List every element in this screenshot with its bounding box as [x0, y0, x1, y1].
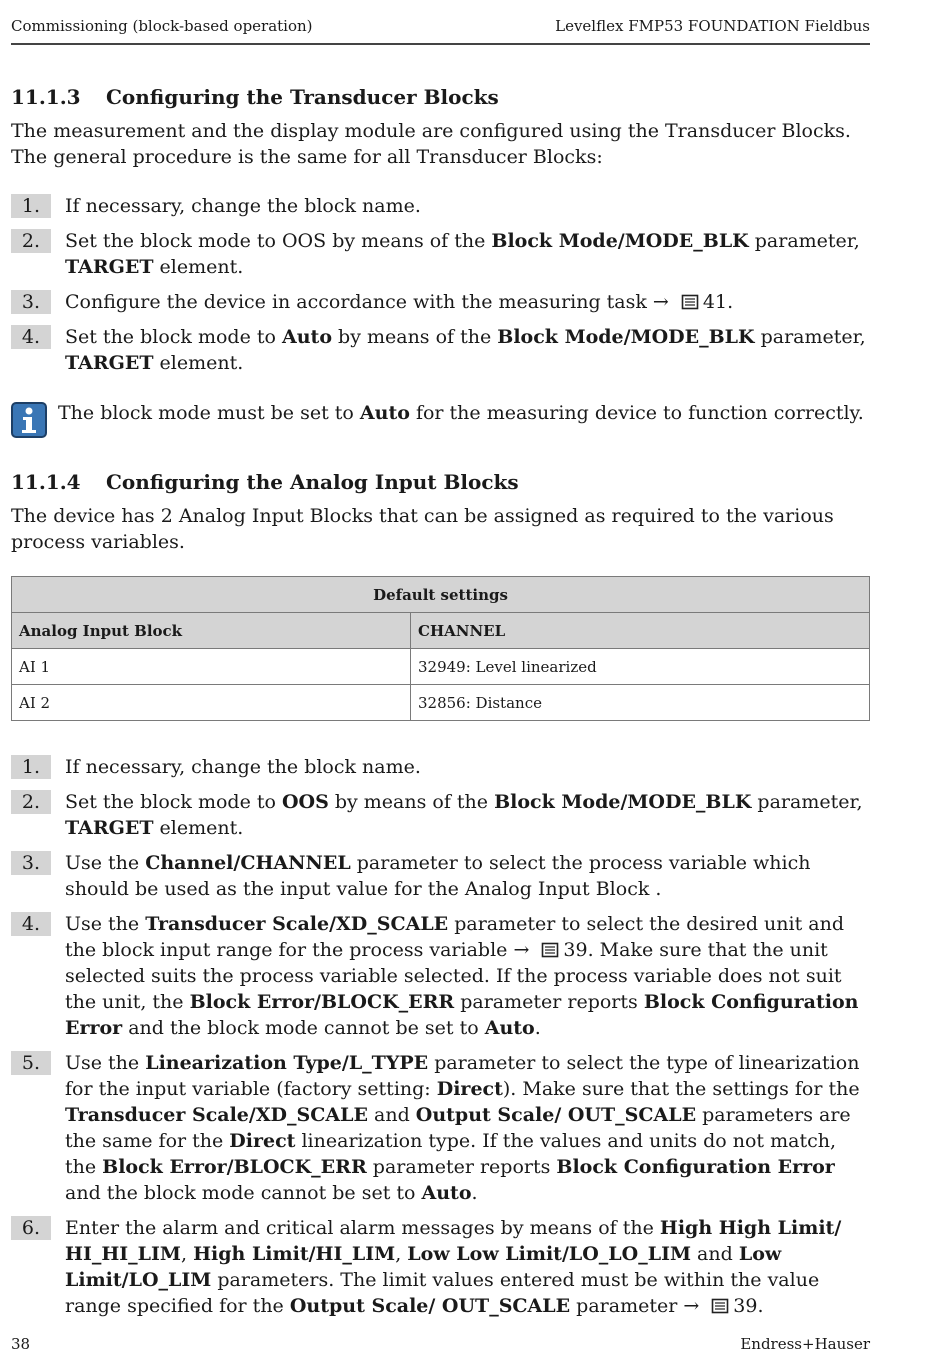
step-item: 3. Configure the device in accordance with the measuring task → 41.	[11, 289, 870, 315]
step-item: 6. Enter the alarm and critical alarm messages by means of the High High Limit/ HI_HI_LIM, High Limit/HI_LIM, Low Low Limit/LO_LO_LIM and Low Limit/LO_LIM parameters. The limit values entered must be within the value range specified for the Output Scale/ OUT_SCALE parameter → 39.	[11, 1215, 870, 1319]
page-reference-link[interactable]: 39.	[733, 1295, 764, 1317]
analog-input-steps	[11, 754, 870, 1319]
table-cell: 32856: Distance	[411, 685, 870, 721]
section-title: Configuring the Analog Input Blocks	[106, 470, 519, 494]
table-cell: 32949: Level linearized	[411, 649, 870, 685]
section-heading-transducer	[11, 85, 499, 109]
step-item: 2. Set the block mode to OOS by means of the Block Mode/MODE_BLK parameter, TARGET element.	[11, 228, 870, 280]
page-reference-link[interactable]: 41.	[702, 291, 734, 313]
section-intro: The measurement and the display module are configured using the Transducer Blocks. The general procedure is the same for all Transducer Blocks:	[11, 120, 851, 168]
table-cell: AI 1	[12, 649, 411, 685]
step-item: 4. Use the Transducer Scale/XD_SCALE parameter to select the desired unit and the block input range for the process variable → 39. Make sure that the unit selected suits the process variable selected. If the process variable does not suit the unit, the Block Error/BLOCK_ERR parameter reports Block Configuration Error and the block mode cannot be set to Auto.	[11, 911, 870, 1041]
section-title: Configuring the Transducer Blocks	[106, 85, 499, 109]
page-reference-icon	[711, 1298, 729, 1314]
table-header-channel: CHANNEL	[411, 613, 870, 649]
step-number: 5.	[11, 1051, 51, 1075]
table-row	[12, 649, 870, 685]
header-chapter: Commissioning (block-based operation)	[11, 17, 313, 35]
brand-name: Endress+Hauser	[740, 1335, 870, 1353]
step-item: 4. Set the block mode to Auto by means of the Block Mode/MODE_BLK parameter, TARGET element.	[11, 324, 870, 376]
table-caption: Default settings	[12, 577, 870, 613]
table-row	[12, 685, 870, 721]
header-product: Levelflex FMP53 FOUNDATION Fieldbus	[555, 17, 870, 35]
info-icon	[11, 402, 47, 438]
step-number: 3.	[11, 851, 51, 875]
info-note-text: The block mode must be set to Auto for the measuring device to function correctly.	[58, 402, 864, 424]
step-number: 2.	[11, 229, 51, 253]
step-number: 3.	[11, 290, 51, 314]
section-number: 11.1.3	[11, 85, 81, 109]
step-number: 6.	[11, 1216, 51, 1240]
section-heading-analog-input	[11, 470, 519, 494]
step-number: 1.	[11, 755, 51, 779]
document-page	[11, 0, 870, 1369]
step-item: 2. Set the block mode to OOS by means of the Block Mode/MODE_BLK parameter, TARGET element.	[11, 789, 870, 841]
page-reference-icon	[541, 942, 559, 958]
page-header	[11, 15, 870, 45]
section-number: 11.1.4	[11, 470, 81, 494]
transducer-steps	[11, 193, 870, 376]
section-intro: The device has 2 Analog Input Blocks that can be assigned as required to the various process variables.	[11, 505, 834, 553]
table-header-block: Analog Input Block	[12, 613, 411, 649]
page-reference-link[interactable]: 39	[563, 939, 588, 961]
step-item: 3. Use the Channel/CHANNEL parameter to select the process variable which should be used as the input value for the Analog Input Block .	[11, 850, 870, 902]
step-number: 4.	[11, 325, 51, 349]
step-number: 2.	[11, 790, 51, 814]
table-cell: AI 2	[12, 685, 411, 721]
step-number: 4.	[11, 912, 51, 936]
default-settings-table	[11, 576, 870, 721]
step-item: 1. If necessary, change the block name.	[11, 193, 870, 219]
step-item: 5. Use the Linearization Type/L_TYPE parameter to select the type of linearization for the input variable (factory setting: Direct). Make sure that the settings for the Transducer Scale/XD_SCALE and Output Scale/ OUT_SCALE parameters are the same for the Direct linearization type. If the values and units do not match, the Block Error/BLOCK_ERR parameter reports Block Configuration Error and the block mode cannot be set to Auto.	[11, 1050, 870, 1206]
step-item: 1. If necessary, change the block name.	[11, 754, 870, 780]
page-number: 38	[11, 1335, 31, 1353]
step-number: 1.	[11, 194, 51, 218]
page-reference-icon	[681, 294, 699, 310]
